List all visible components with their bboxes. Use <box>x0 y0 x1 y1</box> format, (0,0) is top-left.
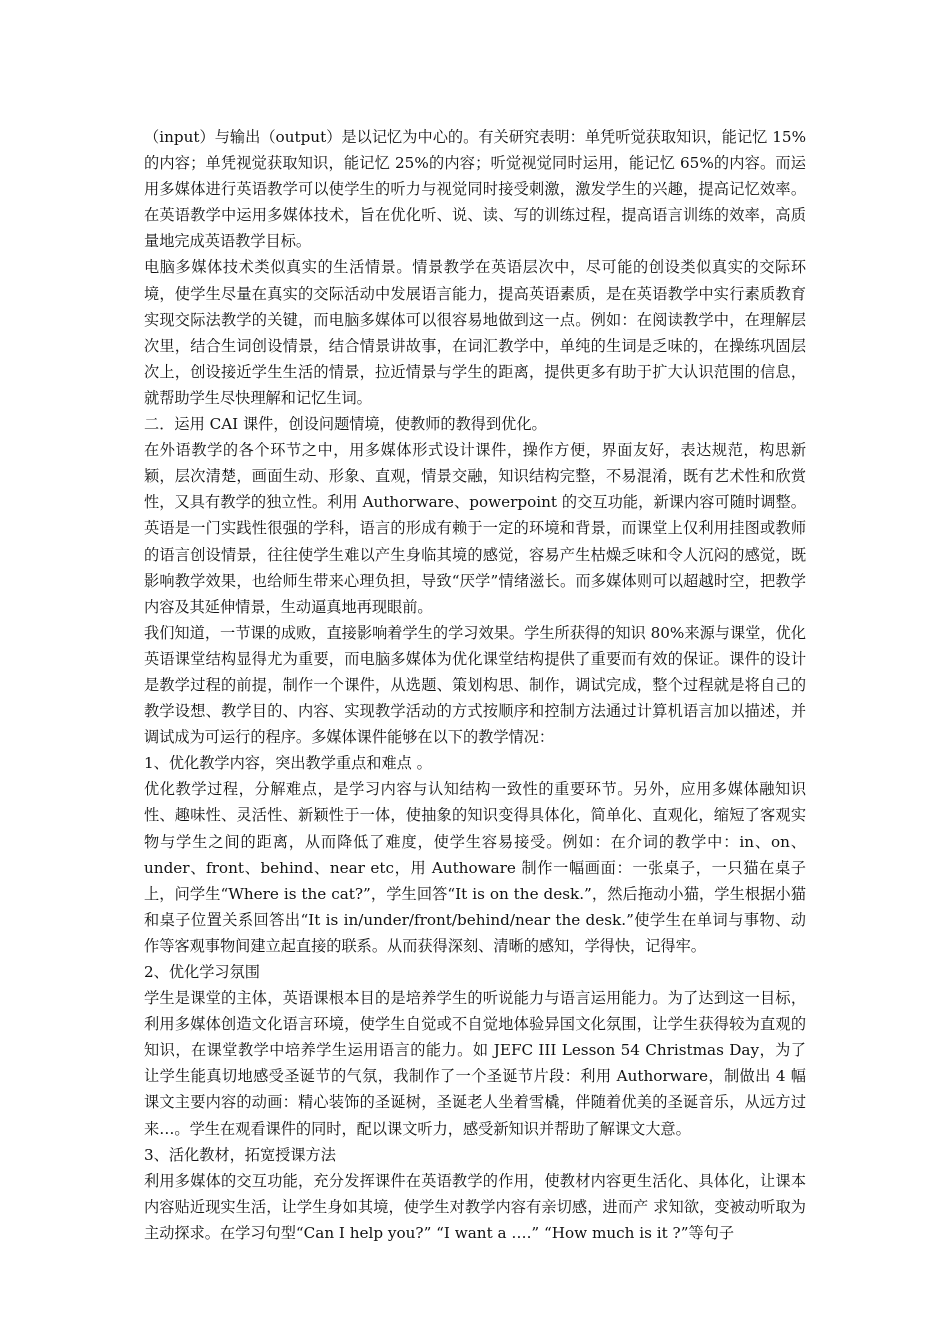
paragraph-memory-efficiency: （input）与输出（output）是以记忆为中心的。有关研究表明：单凭听觉获取知识，能记忆 15%的内容；单凭视觉获取知识，能记忆 25%的内容；听觉视觉同时运用，能记忆 65%的内容。而运用多媒体进行英语教学可以使学生的听力与视觉同时接受刺激，激发学生的兴趣，提高记忆效率。在英语教学中运用多媒体技术，旨在优化听、说、读、写的训练过程，提高语言训练的效率，高质量地完成英语教学目标。 <box>144 128 806 251</box>
paragraph-real-life-scenes: 电脑多媒体技术类似真实的生活情景。情景教学在英语层次中，尽可能的创设类似真实的交际环境，使学生尽量在真实的交际活动中发展语言能力，提高英语素质，是在英语教学中实行素质教育实现交际法教学的关键，而电脑多媒体可以很容易地做到这一点。例如：在阅读教学中，在理解层次里，结合生词创设情景，结合情景讲故事，在词汇教学中，单纯的生词是乏味的，在操练巩固层次上，创设接近学生生活的情景，拉近情景与学生的距离，提供更多有助于扩大认识范围的信息，就帮助学生尽快理解和记忆生词。 <box>144 258 806 407</box>
paragraph-preposition-example: 优化教学过程，分解难点，是学习内容与认知结构一致性的重要环节。另外，应用多媒体融知识性、趣味性、灵活性、新颖性于一体，使抽象的知识变得具体化，简单化、直观化，缩短了客观实物与学生之间的距离，从而降低了难度，使学生容易接受。例如：在介词的教学中：in、on、under、front、behind、near etc，用 Authoware 制作一幅画面：一张桌子，一只猫在桌子上，问学生“Where is the cat?”，学生回答“It is on the desk.”，然后拖动小猫，学生根据小猫和桌子位置关系回答出“It is in/under/front/behind/near the desk.”使学生在单词与事物、动作等客观事物间建立起直接的联系。从而获得深刻、清晰的感知，学得快，记得牢。 <box>144 780 806 955</box>
subheading-activate-materials: 3、活化教材，拓宽授课方法 <box>144 1145 336 1164</box>
subheading-learning-atmosphere: 2、优化学习氛围 <box>144 963 260 981</box>
paragraph-courseware-design: 在外语教学的各个环节之中，用多媒体形式设计课件，操作方便，界面友好，表达规范，构思新颖，层次清楚，画面生动、形象、直观，情景交融，知识结构完整，不易混淆，既有艺术性和欣赏性，又具有教学的独立性。利用 Authorware、powerpoint 的交互功能，新课内容可随时调整。英语是一门实践性很强的学科，语言的形成有赖于一定的环境和背景，而课堂上仅利用挂图或教师的语言创设情景，往往使学生难以产生身临其境的感觉，容易产生枯燥乏味和令人沉闷的感觉，既影响教学效果，也给师生带来心理负担，导致“厌学”情绪滋长。而多媒体则可以超越时空，把教学内容及其延伸情景，生动逼真地再现眼前。 <box>144 441 806 616</box>
paragraph-classroom-structure: 我们知道，一节课的成败，直接影响着学生的学习效果。学生所获得的知识 80%来源与课堂，优化英语课堂结构显得尤为重要，而电脑多媒体为优化课堂结构提供了重要而有效的保证。课件的设计是教学过程的前提，制作一个课件，从选题、策划构思、制作，调试完成，整个过程就是将自己的教学设想、教学目的、内容、实现教学活动的方式按顺序和控制方法通过计算机语言加以描述，并调试成为可运行的程序。多媒体课件能够在以下的教学情况： <box>144 623 806 747</box>
paragraph-christmas-example: 学生是课堂的主体，英语课根本目的是培养学生的听说能力与语言运用能力。为了达到这一目标，利用多媒体创造文化语言环境，使学生自觉或不自觉地体验异国文化氛围，让学生获得较为直观的知识，在课堂教学中培养学生运用语言的能力。如 JEFC III Lesson 54 Christmas Day，为了让学生能真切地感受圣诞节的气氛，我制作了一个圣诞节片段：利用 Authorware，制做出 4 幅课文主要内容的动画：精心装饰的圣诞树，圣诞老人坐着雪橇，伴随着优美的圣诞音乐，从远方过来…。学生在观看课件的同时，配以课文听力，感受新知识并帮助了解课文大意。 <box>144 989 806 1138</box>
paragraph-interactive-functions: 利用多媒体的交互功能，充分发挥课件在英语教学的作用，使教材内容更生活化、具体化，让课本内容贴近现实生活，让学生身如其境，使学生对教学内容有亲切感，进而产 求知欲，变被动听取为主动探求。在学习句型“Can I help you?” “I want a ….” “How much is it ?”等句子 <box>144 1171 806 1242</box>
subheading-optimize-content: 1、优化教学内容，突出教学重点和难点 。 <box>144 754 432 773</box>
document-body <box>144 124 806 1246</box>
section-heading-cai: 二．运用 CAI 课件，创设问题情境，使教师的教得到优化。 <box>144 415 547 434</box>
